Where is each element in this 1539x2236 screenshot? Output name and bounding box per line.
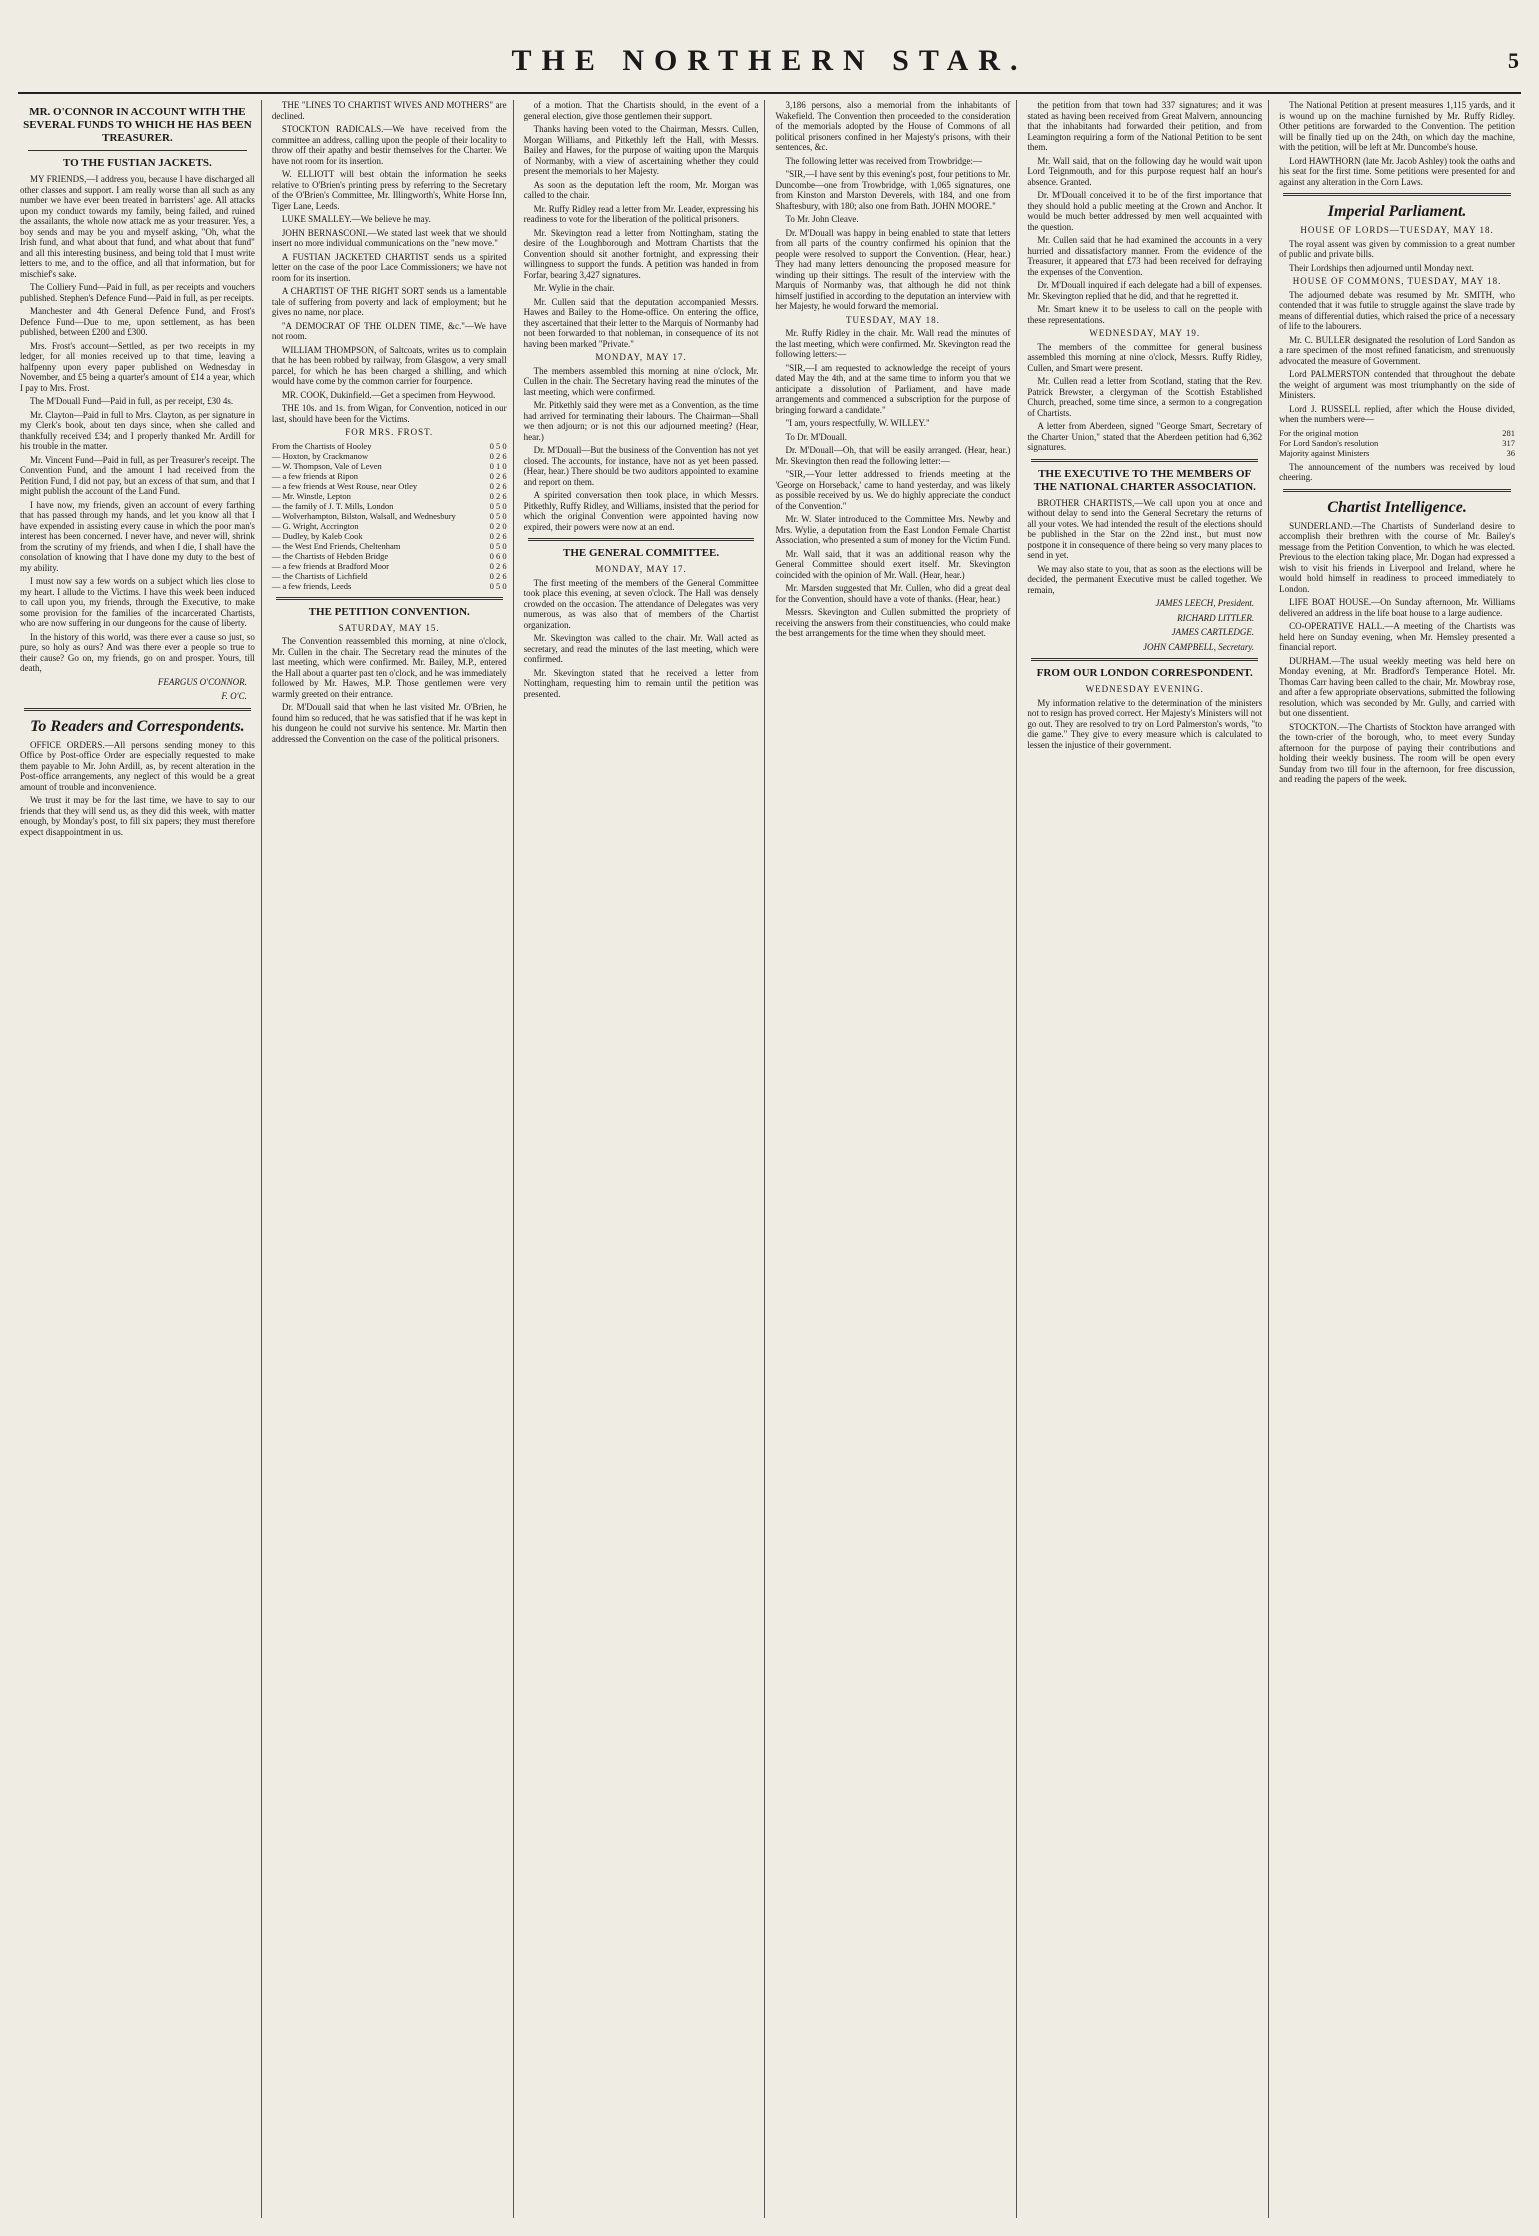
subscription-row	[272, 581, 507, 591]
divider	[1031, 658, 1258, 661]
paragraph: Mr. Smart knew it to be useless to call on the people with these representations.	[1027, 304, 1263, 325]
subscription-row-amount: 0 6 0	[489, 550, 507, 561]
division-row-amount: 36	[1506, 447, 1515, 458]
signatory: JAMES CARTLEDGE.	[1171, 627, 1255, 637]
paragraph: In the history of this world, was there ever a cause so just, so pure, so holy as ours? And was there ever a people so true to their cause? Go on, my friends, go on and prosper. Yours, till death,	[20, 631, 255, 673]
paragraph: I have now, my friends, given an account of every farthing that has passed through my hands, and let you know all that I have expended in assisting every cause in which the poor man's interest has been concerned. I never have, and never will, shrink from the scrutiny of my friends, and when I die, I shall have the consolation of knowing that I have done my duty to the best of my ability.	[20, 499, 255, 573]
masthead	[18, 42, 1521, 94]
divider	[1031, 459, 1258, 462]
subscription-row	[272, 551, 507, 561]
paragraph: My information relative to the determination of the ministers not to resign has proved correct. Her Majesty's Ministers will not go out. They are resolved to try on Lord Palmerston's words, "to die game." They give to every measure which is calculated to lessen the injustice of their government.	[1027, 697, 1263, 750]
subscription-row	[272, 451, 507, 461]
division-row-label: For Lord Sandon's resolution	[1279, 437, 1379, 448]
paragraph: SUNDERLAND.—The Chartists of Sunderland desire to accomplish their brethren with the course of Mr. Bailey's message from the Petition Convention, to which he was elected. Previous to the election taking place, Mr. Dogan had expressed a wish to visit his friends in Liverpool and Ireland, where he would hold himself in readiness to proceed immediately to London.	[1279, 520, 1515, 594]
paragraph: Dr. M'Douall—Oh, that will be easily arranged. (Hear, hear.) Mr. Skevington then read the following letter:—	[775, 445, 1011, 466]
paragraph: The first meeting of the members of the General Committee took place this evening, at seven o'clock. The Hall was densely crowded on the occasion. The attendance of Delegates was very numerous, as was also that of members of the Chartist organization.	[523, 577, 759, 630]
paragraph: Dr. M'Douall was happy in being enabled to state that letters from all parts of the country confirmed his opinion that the people were resolved to support the Convention. (Hear, hear.) They had many letters denouncing the proposed measure for winding up their sittings. The result of the interview with the Marquis of Normanby was, that although he did not think himself justified in according to the deputation an interview with her Majesty, he would forward the memorial.	[775, 227, 1011, 311]
date-subhead: WEDNESDAY, MAY 19.	[1089, 328, 1201, 338]
paragraph: Thanks having been voted to the Chairman, Messrs. Cullen, Morgan Williams, and Pitkethly left the Hall, with Messrs. Bailey and Hawes, for the purpose of waiting upon the Marquis of Normanby, with a view of ascertaining whether they could present the memorials to her Majesty.	[523, 124, 759, 176]
subscription-row-label: — Wolverhampton, Bilston, Walsall, and Wednesbury	[271, 510, 456, 521]
subscription-list	[272, 441, 507, 591]
paragraph: Mrs. Frost's account—Settled, as per two receipts in my ledger, for all monies received up to that time, leaving a halfpenny upon every paper published on Wednesday in November, and £5 being a quarter's amount of £14 a year, which I pay to Mrs. Frost.	[20, 340, 255, 393]
paragraph: Lord HAWTHORN (late Mr. Jacob Ashley) took the oaths and his seat for the first time. Some petitions were presented for and against any alteration in the Corn Laws.	[1279, 155, 1515, 187]
subscription-row-label: — the West End Friends, Cheltenham	[271, 540, 401, 551]
signatory: RICHARD LITTLER.	[1177, 612, 1255, 623]
paragraph: Mr. C. BULLER designated the resolution of Lord Sandon as a rare specimen of the most refined fanaticism, and strenuously advocated the measure of Government.	[1279, 334, 1515, 366]
subscription-row-amount: 0 2 6	[489, 490, 507, 501]
column-3	[522, 100, 766, 2218]
divider	[276, 597, 503, 600]
notice: JOHN BERNASCONI.—We stated last week that we should insert no more individual communications on the "new move."	[271, 227, 507, 248]
notice: A FUSTIAN JACKETED CHARTIST sends us a spirited letter on the case of the poor Lace Commissioners; we have not room for its insertion.	[271, 251, 507, 283]
signatory: JOHN CAMPBELL, Secretary.	[1143, 641, 1255, 652]
column-1	[18, 100, 262, 2218]
subscription-row-amount: 0 5 0	[489, 510, 507, 521]
paragraph: Mr. Cullen said that the deputation accompanied Messrs. Hawes and Bailey to the Home-office. On entering the office, they ascertained that their letter to the Marquis of Normanby had not been forwarded to that nobleman, in consequence of its not having been marked "Private."	[523, 296, 759, 349]
subscription-row-label: — Dudley, by Kaleb Cook	[271, 530, 363, 541]
paragraph: the petition from that town had 337 signatures; and it was stated as having been received from Great Malvern, announcing that the inhabitants had forwarded their petition, and from Leamington requiring a form of the National Petition to be sent them.	[1027, 100, 1263, 152]
column-4	[773, 100, 1017, 2218]
paragraph: As soon as the deputation left the room, Mr. Morgan was called to the chair.	[523, 179, 759, 200]
subscription-row-amount: 0 2 6	[489, 560, 507, 571]
addressee: To Mr. John Cleave.	[785, 214, 859, 224]
subscription-row	[272, 511, 507, 521]
subscription-row-amount: 0 2 6	[489, 470, 507, 481]
paragraph: The following letter was received from Trowbridge:—	[785, 155, 982, 166]
division-row-amount: 281	[1502, 427, 1515, 438]
paragraph: The adjourned debate was resumed by Mr. SMITH, who contended that it was futile to struggle against the slave trade by means of differential duties, which raised the price of a necessary of life to the labourers.	[1279, 289, 1515, 331]
subscription-row	[272, 481, 507, 491]
paragraph: The royal assent was given by commission to a great number of public and private bills.	[1279, 238, 1515, 259]
divider	[24, 708, 251, 711]
subscription-row-amount: 0 2 6	[489, 570, 507, 581]
subscription-row-amount: 0 5 0	[489, 440, 507, 451]
paragraph: Dr. M'Douall—But the business of the Convention has not yet closed. The accounts, for instance, have not as yet been passed. (Hear, hear.) There should be two auditors appointed to examine and report on them.	[523, 445, 759, 487]
subscription-row-label: — Mr. Winstle, Lepton	[271, 490, 351, 501]
london-correspondent-heading: FROM OUR LONDON CORRESPONDENT.	[1036, 667, 1253, 679]
subscription-row	[272, 471, 507, 481]
paragraph: 3,186 persons, also a memorial from the inhabitants of Wakefield. The Convention then proceeded to the consideration of the memorials adopted by the House of Commons of all political prisoners confined in her Majesty's prisons, with their sentences, &c.	[775, 100, 1011, 152]
notice: W. ELLIOTT will best obtain the information he seeks relative to O'Brien's printing press by referring to the Secretary of the O'Brien's Committee, Mr. Illingworth's, White Horse Inn, Tiger Lane, Leeds.	[271, 169, 507, 211]
date-subhead: TUESDAY, MAY 18.	[845, 314, 940, 325]
date-subhead: WEDNESDAY EVENING.	[1085, 684, 1204, 694]
paragraph: Manchester and 4th General Defence Fund, and Frost's Defence Fund—Due to me, upon settlement, as has been published, between £200 and £300.	[20, 306, 255, 337]
date-subhead: MONDAY, MAY 17.	[595, 564, 687, 574]
paragraph: The members of the committee for general business assembled this morning at nine o'clock, Messrs. Ruffy Ridley, Cullen, and Smart were present.	[1027, 341, 1263, 373]
paragraph: The announcement of the numbers was received by loud cheering.	[1279, 461, 1515, 482]
house-of-lords-heading: HOUSE OF LORDS—TUESDAY, MAY 18.	[1300, 225, 1494, 235]
division-results	[1279, 428, 1515, 458]
notice: STOCKTON RADICALS.—We have received from the committee an address, calling upon the people of their locality to throw off their apathy and bestir themselves for the Charter. We have not room for its insertion.	[271, 124, 507, 166]
readers-correspondents-heading: To Readers and Correspondents.	[30, 717, 245, 735]
division-row-label: For the original motion	[1279, 427, 1359, 438]
paragraph: Mr. Ruffy Ridley read a letter from Mr. Leader, expressing his readiness to vote for the liberation of the political prisoners.	[523, 203, 759, 224]
column-5	[1025, 100, 1269, 2218]
subscription-row-amount: 0 2 0	[489, 520, 507, 531]
notice: THE "LINES TO CHARTIST WIVES AND MOTHERS" are declined.	[271, 100, 507, 121]
letter: "SIR,—I have sent by this evening's post, four petitions to Mr. Duncombe—one from Trowbridge, with 1,065 signatures, one from Kinston and Marston Deverels, with 184, and one from Shaftesbury, with 180; also one from Bath. JOHN MOORE."	[775, 169, 1011, 211]
subscription-row	[272, 561, 507, 571]
subscription-row-label: — a few friends at Bradford Moor	[271, 560, 389, 571]
notice: THE 10s. and 1s. from Wigan, for Convention, noticed in our last, should have been for the Victims.	[271, 403, 507, 424]
paragraph: BROTHER CHARTISTS,—We call upon you at once and without delay to send into the General Secretary the returns of all your votes. We had intended the result of the elections should be published in the Star on the 22nd inst., but must now postpone it in consequence of there being so very many places to send in yet.	[1027, 497, 1263, 560]
subscription-row-label: — a few friends at West Rouse, near Otley	[271, 480, 418, 491]
paragraph: Mr. Skevington was called to the chair. Mr. Wall acted as secretary, and read the minutes of the last meeting, which were confirmed.	[523, 633, 759, 664]
paragraph: of a motion. That the Chartists should, in the event of a general election, give those gentlemen their support.	[523, 100, 759, 121]
paragraph: LIFE BOAT HOUSE.—On Sunday afternoon, Mr. Williams delivered an address in the life boat house to a large audience.	[1279, 597, 1515, 618]
notice: A CHARTIST OF THE RIGHT SORT sends us a lamentable tale of suffering from poverty and lack of employment; but he gives no name, nor place.	[271, 286, 507, 317]
divider	[28, 150, 247, 151]
paragraph: Mr. Wall said, that it was an additional reason why the General Committee should exert itself. Mr. Skevington coincided with the opinion of Mr. Wall. (Hear, hear.)	[775, 548, 1011, 580]
chartist-intelligence-heading: Chartist Intelligence.	[1327, 498, 1467, 516]
paragraph: Mr. Vincent Fund—Paid in full, as per Treasurer's receipt. The Convention Fund, and the amount I had received from the Petition Fund, I did not pay, but an excess of that sum, and that I might publish the account of the Land Fund.	[20, 454, 255, 496]
paragraph: STOCKTON.—The Chartists of Stockton have arranged with the town-crier of the borough, who, to meet every Sunday afternoon for the purpose of paying their contributions and holding their weekly business. The room will be open every Sunday from two till four in the afternoon, for free discussion, and reading the papers of the week.	[1279, 721, 1515, 784]
paragraph: Messrs. Skevington and Cullen submitted the propriety of receiving the answers from their constituencies, who could make the best arrangements for the time when they should meet.	[775, 607, 1011, 638]
fustian-jackets-heading: TO THE FUSTIAN JACKETS.	[63, 157, 212, 169]
paragraph: Mr. Cullen said that he had examined the accounts in a very hurried and dissatisfactory manner. From the evidence of the Treasurer, it appeared that £73 had been received for defraying the expenses of the Convention.	[1027, 235, 1263, 277]
subscription-row-label: — the Chartists of Hebden Bridge	[271, 550, 389, 561]
paragraph: MY FRIENDS,—I address you, because I have discharged all other classes and support. I am really worse than all such as any number we have ever been treated in barristers' age. All attacks upon my conduct towards my family, being failed, and ruined the assailants, the whole now attack me as your treasurer. Yes, a boy sends and may be you and myself asking, "Oh, what the Irish fund, and what about that fund, and what about that fund" and all this interesting business, and being told that I must write letters to me, and to the office, and all that information, but for mischief's sake.	[20, 174, 255, 279]
notice: LUKE SMALLEY.—We believe he may.	[281, 214, 431, 224]
subscriptions-heading: FOR MRS. FROST.	[345, 427, 434, 437]
division-row-label: Majority against Ministers	[1279, 447, 1370, 458]
subscription-row	[272, 521, 507, 531]
notice: WILLIAM THOMPSON, of Saltcoats, writes us to complain that he has been robbed by railway, from Glasgow, a very small parcel, for which he has been charged a shilling, and which would have come by the common carrier for fourpence.	[271, 344, 507, 386]
column-6	[1277, 100, 1521, 2218]
newspaper-title: THE NORTHERN STAR.	[511, 44, 1028, 77]
paragraph: The Colliery Fund—Paid in full, as per receipts and vouchers published. Stephen's Defence Fund—Paid in full, as per receipts.	[20, 282, 255, 303]
paragraph: Mr. Wall said, that on the following day he would wait upon Lord Teignmouth, and for this purpose request half an hour's absence. Granted.	[1027, 155, 1263, 187]
division-row	[1279, 438, 1515, 448]
paragraph: Lord J. RUSSELL replied, after which the House divided, when the numbers were—	[1279, 403, 1515, 424]
paragraph: Mr. Wylie in the chair.	[533, 283, 615, 293]
letter: "SIR,—Your letter addressed to friends meeting at the 'George on Horseback,' came to hand yesterday, and was likely as possible received by us. We do highly appreciate the conduct of the Convention."	[775, 469, 1011, 511]
paragraph: Mr. Cullen read a letter from Scotland, stating that the Rev. Patrick Brewster, a clergyman of the Scottish Established Church, preached, some time since, a sermon to a congregation of Chartists.	[1027, 376, 1263, 418]
paragraph: Mr. Skevington stated that he received a letter from Nottingham, requesting him to remain until the petition was presented.	[523, 667, 759, 699]
subscription-row-label: — W. Thompson, Vale of Leven	[271, 460, 382, 471]
paragraph: A spirited conversation then took place, in which Messrs. Pitkethly, Ruffy Ridley, and Williams, insisted that the period for which the original Convention were appointed having now expired, their powers were now at an end.	[523, 490, 759, 532]
division-row	[1279, 428, 1515, 438]
paragraph: Mr. Marsden suggested that Mr. Cullen, who did a great deal for the Convention, should have a vote of thanks. (Hear, hear.)	[775, 583, 1011, 604]
subscription-row-label: From the Chartists of Hooley	[271, 440, 372, 451]
paragraph: We may also state to you, that as soon as the elections will be decided, the permanent Executive must be called together. We remain,	[1027, 563, 1263, 595]
notice: MR. COOK, Dukinfield.—Get a specimen from Heywood.	[281, 389, 496, 400]
general-committee-heading: THE GENERAL COMMITTEE.	[562, 547, 720, 559]
subscription-row-label: — the Chartists of Lichfield	[271, 570, 368, 581]
oconnor-account-heading: MR. O'CONNOR IN ACCOUNT WITH THE SEVERAL FUNDS TO WHICH HE HAS BEEN TREASURER.	[23, 106, 252, 144]
division-row	[1279, 448, 1515, 458]
paragraph: The National Petition at present measures 1,115 yards, and it is wound up on the machine furnished by Mr. Ruffy Ridley. Other petitions are forwarded to the Convention. The petition will be finally tied up on the 24th, on which day the machine, with the petition, will be left at Mr. Duncombe's house.	[1279, 100, 1515, 152]
signature: FEARGUS O'CONNOR.	[157, 676, 247, 687]
paragraph: Lord PALMERSTON contended that throughout the debate the weight of argument was most triumphantly on the side of Ministers.	[1279, 369, 1515, 400]
paragraph: Mr. Clayton—Paid in full to Mrs. Clayton, as per signature in my Clerk's book, about ten days since, when she called and thankfully received £34; and I properly thanked Mr. Ardill for his trouble in the matter.	[20, 409, 255, 451]
subscription-row	[272, 501, 507, 511]
subscription-row	[272, 531, 507, 541]
letter-signoff: "I am, yours respectfully, W. WILLEY."	[785, 418, 930, 428]
subscription-row-label: — G. Wright, Accrington	[271, 520, 359, 531]
page-columns	[18, 100, 1521, 2218]
divider	[1283, 193, 1511, 196]
executive-heading: THE EXECUTIVE TO THE MEMBERS OF THE NATIONAL CHARTER ASSOCIATION.	[1033, 467, 1256, 493]
addressee: To Dr. M'Douall.	[785, 431, 847, 442]
column-2	[270, 100, 514, 2218]
subscription-row	[272, 541, 507, 551]
paragraph: Dr. M'Douall conceived it to be of the first importance that they should hold a public meeting at the Crown and Anchor. It would be much better addressed by men well acquainted with the question.	[1027, 190, 1263, 232]
letter: "SIR,—I am requested to acknowledge the receipt of yours dated May the 4th, and at the same time to inform you that we anticipate a dissolution of Parliament, and have made arrangements and commenced a subscription for the purpose of bringing forward a candidate."	[775, 362, 1011, 415]
paragraph: Mr. Skevington read a letter from Nottingham, stating the desire of the Loughborough and Mottram Chartists that the Convention should sit another fortnight, and expressing their willingness to support the funds. A petition was handed in from Forfar, bearing 3,427 signatures.	[523, 227, 759, 280]
paragraph: DURHAM.—The usual weekly meeting was held here on Monday evening, at Mr. Bradford's Temperance Hotel. Mr. Thomas Carr having been called to the chair, Mr. Mowbray rose, and after a few appropriate observations, submitted the following resolution, which was seconded by Mr. Gully, and carried with but one dissentient.	[1279, 655, 1515, 718]
paragraph: I must now say a few words on a subject which lies close to my heart. I allude to the Victims. I have this week been induced to call upon you, my friends, through the Executive, to make some provision for the families of the incarcerated Chartists, who are now suffering in our dungeons for the cause of liberty.	[20, 576, 255, 628]
division-row-amount: 317	[1502, 437, 1515, 448]
paragraph: We trust it may be for the last time, we have to say to our friends that they will send us, as they did this week, with matter enough, by Monday's post, to fill six papers; they must therefore expect disappointment in us.	[20, 795, 255, 837]
paragraph: Mr. Pitkethly said they were met as a Convention, as the time had arrived for terminating their labours. The Chairman—Shall we then adjourn; or is not this our adjourned meeting? (Hear, hear.)	[523, 400, 759, 442]
paragraph: Mr. Ruffy Ridley in the chair. Mr. Wall read the minutes of the last meeting, which were confirmed. Mr. Skevington read the following letters:—	[775, 328, 1011, 359]
paragraph: Mr. W. Slater introduced to the Committee Mrs. Newby and Mrs. Wylie, a deputation from the East London Female Chartist Association, who presented a sum of money for the Victim Fund.	[775, 514, 1011, 545]
paragraph: A letter from Aberdeen, signed "George Smart, Secretary of the Charter Union," stated that the Aberdeen petition had 6,362 signatures.	[1027, 421, 1263, 452]
subscription-row	[272, 491, 507, 501]
paragraph: The M'Douall Fund—Paid in full, as per receipt, £30 4s.	[30, 396, 234, 406]
subscription-row-amount: 0 2 6	[489, 480, 507, 491]
subscription-row	[272, 571, 507, 581]
paragraph: The members assembled this morning at nine o'clock, Mr. Cullen in the chair. The Secretary having read the minutes of the last meeting, which were confirmed.	[523, 365, 759, 397]
paragraph: OFFICE ORDERS.—All persons sending money to this Office by Post-office Order are especially requested to make them payable to Mr. John Ardill, as, by recent alteration in the Post-office arrangements, any neglect of this would be a great amount of trouble and inconvenience.	[20, 739, 255, 792]
divider	[1283, 489, 1511, 492]
paragraph: Their Lordships then adjourned until Monday next.	[1289, 262, 1474, 273]
subscription-row-label: — Hoxton, by Crackmanow	[271, 450, 369, 461]
page-number: 5	[1508, 48, 1519, 73]
signatory: JAMES LEECH, President.	[1155, 598, 1255, 608]
house-of-commons-heading: HOUSE OF COMMONS, TUESDAY, MAY 18.	[1292, 276, 1502, 286]
subscription-row-amount: 0 5 0	[489, 500, 507, 511]
date-subhead: SATURDAY, MAY 15.	[338, 622, 440, 633]
paragraph: The Convention reassembled this morning, at nine o'clock, Mr. Cullen in the chair. The Secretary read the minutes of the last meeting, which were confirmed. Mr. Bailey, M.P., entered the Hall about a quarter past ten o'clock, and he was immediately followed by Mr. Hawes, M.P. Those gentlemen were very warmly greeted on their entrance.	[271, 636, 507, 699]
signoff: F. O'C.	[221, 691, 247, 701]
subscription-row-amount: 0 2 6	[489, 530, 507, 541]
subscription-row	[272, 461, 507, 471]
date-subhead: MONDAY, MAY 17.	[595, 352, 687, 362]
subscription-row-amount: 0 5 0	[489, 580, 507, 591]
subscription-row-label: — a few friends at Ripon	[271, 470, 358, 481]
subscription-row-amount: 0 2 6	[489, 450, 507, 461]
notice: "A DEMOCRAT OF THE OLDEN TIME, &c."—We have not room.	[271, 320, 507, 341]
subscription-row-amount: 0 5 0	[489, 540, 507, 551]
subscription-row-label: — a few friends, Leeds	[271, 580, 352, 591]
paragraph: CO-OPERATIVE HALL.—A meeting of the Chartists was held here on Sunday evening, when Mr. Hemsley presented a financial report.	[1279, 621, 1515, 652]
subscription-row	[272, 441, 507, 451]
paragraph: Dr. M'Douall inquired if each delegate had a bill of expenses. Mr. Skevington replied that he did, and that he regretted it.	[1027, 280, 1263, 301]
subscription-row-label: — the family of J. T. Mills, London	[271, 500, 394, 511]
divider	[528, 538, 755, 541]
subscription-row-amount: 0 1 0	[489, 460, 507, 471]
petition-convention-heading: THE PETITION CONVENTION.	[308, 605, 470, 618]
paragraph: Dr. M'Douall said that when he last visited Mr. O'Brien, he found him so reduced, that he was satisfied that if he was kept in his dungeon he could not survive his sentence. Mr. Martin then addressed the Convention on the case of the political prisoners.	[271, 702, 507, 744]
imperial-parliament-heading: Imperial Parliament.	[1327, 203, 1467, 220]
